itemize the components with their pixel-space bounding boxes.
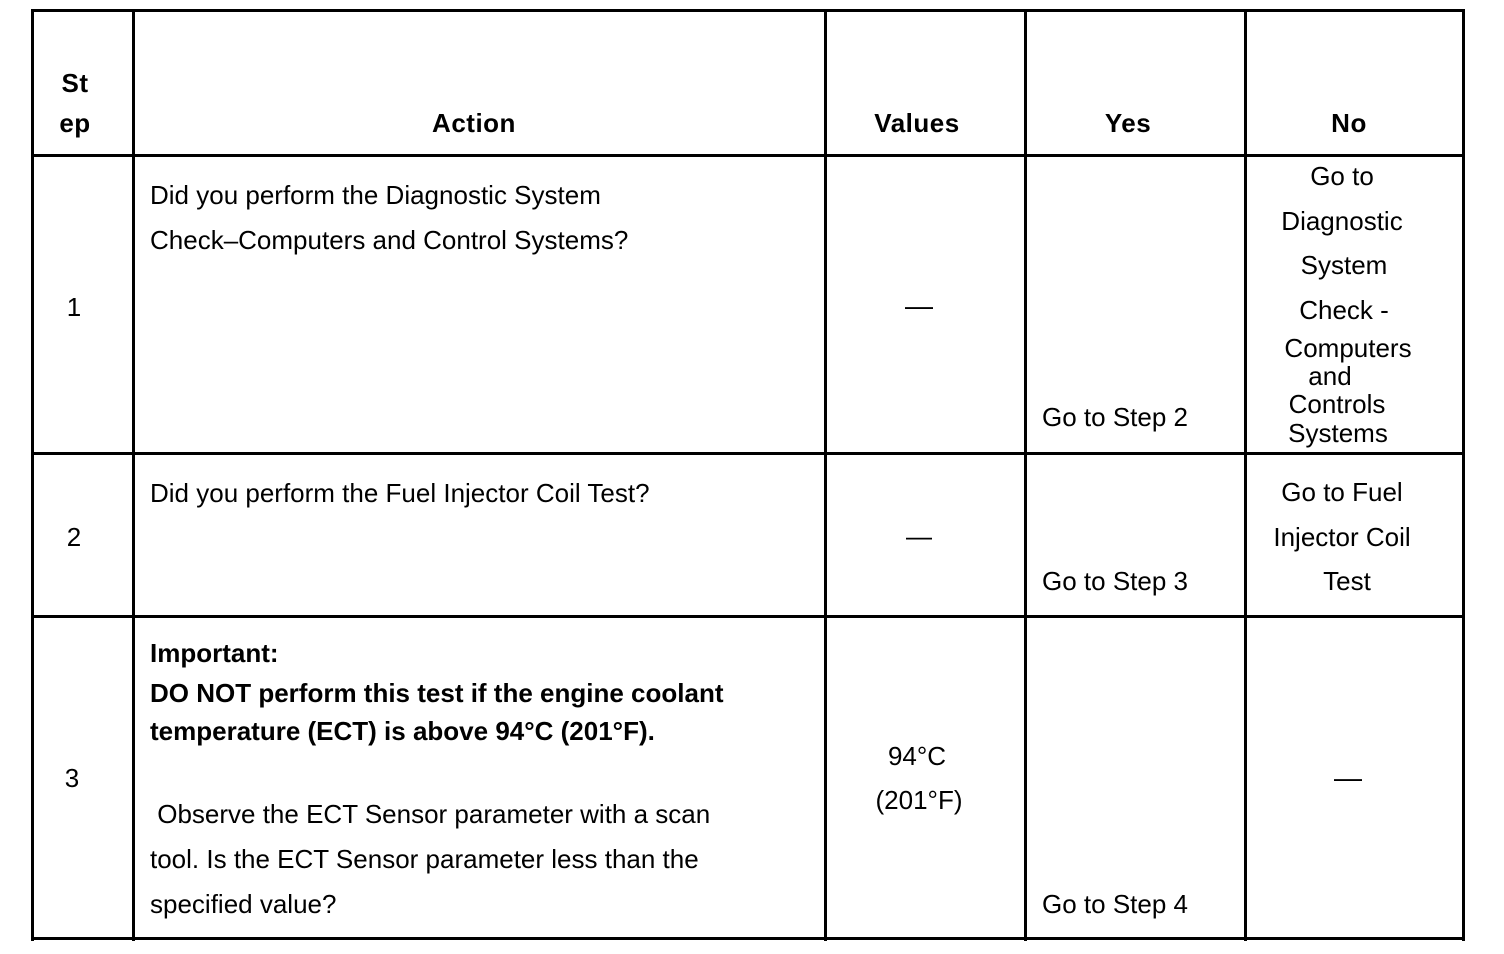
row1-action-line2: Check–Computers and Control Systems? — [150, 225, 629, 255]
row1-no-line3: System — [1300, 250, 1388, 280]
header-step-line2: ep — [59, 108, 91, 138]
column-divider-values — [1024, 9, 1027, 941]
table-border-bottom — [31, 937, 1465, 940]
row2-no-line3: Test — [1323, 566, 1371, 596]
row1-no-line6: and — [1308, 361, 1352, 391]
column-divider-step — [132, 9, 135, 941]
row3-value-line1: 94°C — [887, 741, 947, 771]
table-border-left — [31, 9, 34, 941]
row1-no-line1: Go to — [1310, 161, 1374, 191]
header-step-line1: St — [61, 68, 89, 98]
table-border-right — [1462, 9, 1465, 941]
row1-step: 1 — [66, 292, 82, 322]
header-yes: Yes — [1104, 108, 1152, 138]
row2-value: — — [906, 521, 932, 551]
row3-action-line1: Observe the ECT Sensor parameter with a scan — [150, 799, 711, 829]
row1-no-line2: Diagnostic — [1281, 206, 1403, 236]
row3-action-line3: specified value? — [150, 889, 337, 919]
row2-step: 2 — [66, 522, 82, 552]
column-divider-action — [824, 9, 827, 941]
row1-no-line4: Check - — [1299, 295, 1389, 325]
row-divider-1 — [31, 452, 1465, 455]
row3-important-line1: DO NOT perform this test if the engine coolant — [150, 678, 724, 708]
header-values: Values — [874, 108, 960, 138]
row3-value-line2: (201°F) — [875, 785, 963, 815]
row3-step: 3 — [64, 763, 80, 793]
row1-no-line5: Computers — [1284, 333, 1412, 363]
row3-action-line2: tool. Is the ECT Sensor parameter less than the — [150, 844, 699, 874]
row3-no: — — [1334, 762, 1362, 793]
row2-no-line1: Go to Fuel — [1281, 477, 1403, 507]
header-divider — [31, 154, 1465, 157]
row1-no-line8: Systems — [1288, 418, 1388, 448]
row1-action-line1: Did you perform the Diagnostic System — [150, 180, 601, 210]
header-no: No — [1331, 108, 1367, 138]
header-action: Action — [432, 108, 516, 138]
row-divider-2 — [31, 615, 1465, 618]
row3-yes: Go to Step 4 — [1042, 889, 1188, 919]
row2-yes: Go to Step 3 — [1042, 566, 1188, 596]
row1-value: — — [905, 290, 933, 321]
row3-important-line2: temperature (ECT) is above 94°C (201°F). — [150, 716, 655, 746]
column-divider-yes — [1244, 9, 1247, 941]
row1-no-line7: Controls — [1288, 389, 1386, 419]
row2-no-line2: Injector Coil — [1273, 522, 1411, 552]
row3-important-label: Important: — [150, 638, 279, 668]
row1-yes: Go to Step 2 — [1042, 402, 1188, 432]
table-border-top — [31, 9, 1465, 12]
row2-action-line1: Did you perform the Fuel Injector Coil Test? — [150, 478, 650, 508]
